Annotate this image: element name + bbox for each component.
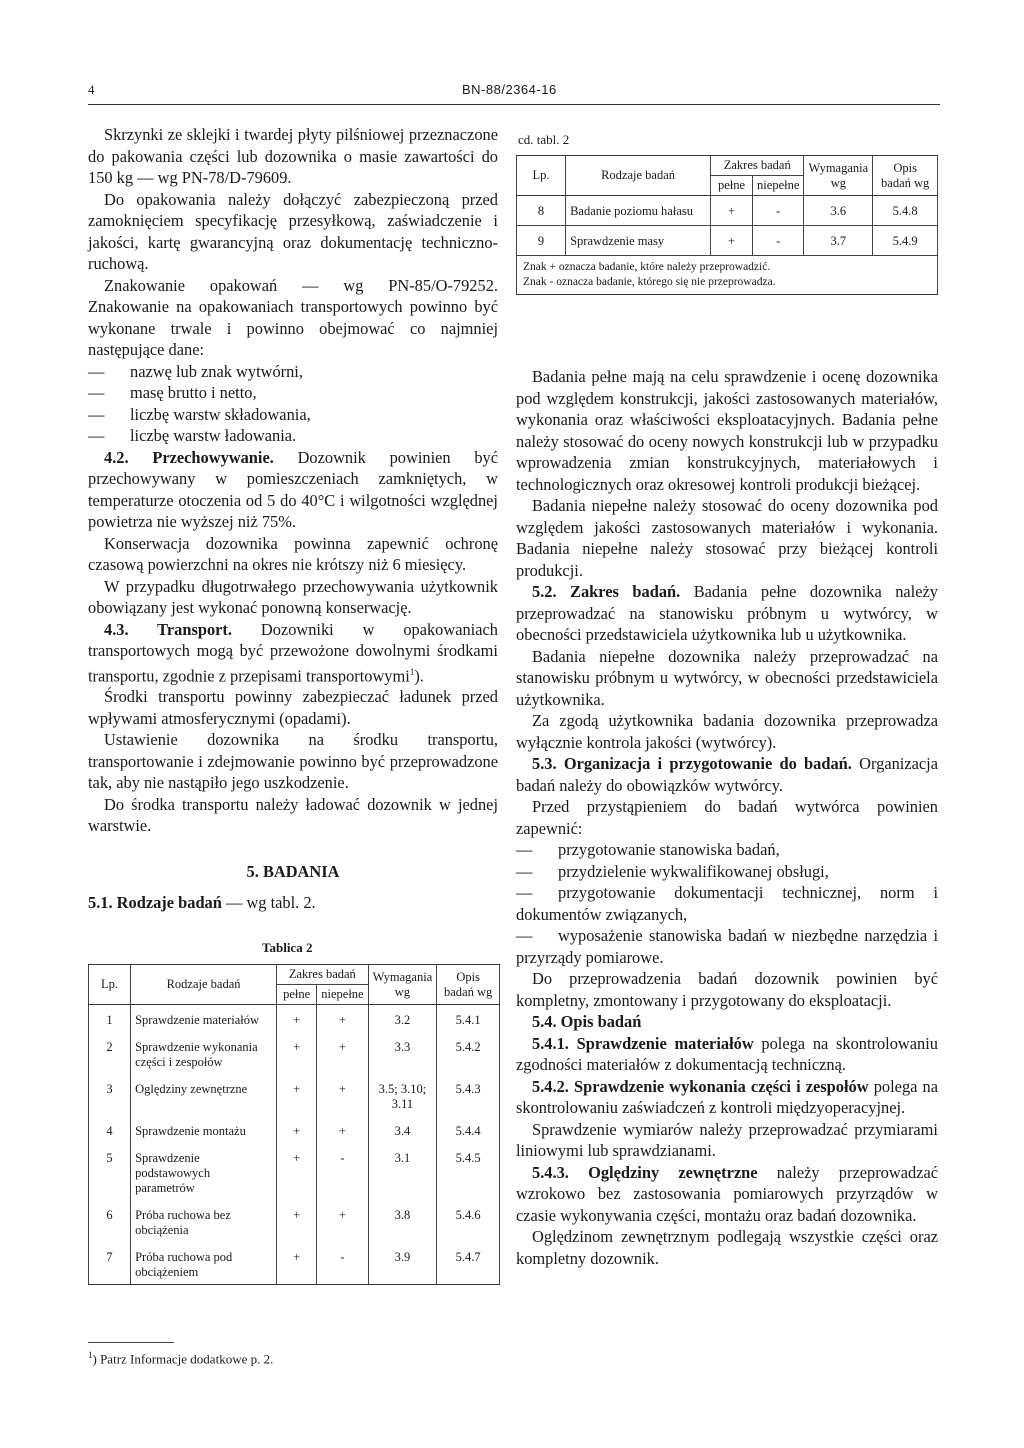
table-note: Znak - oznacza badanie, którego się nie przeprowadza. bbox=[523, 276, 776, 288]
paragraph: Ustawienie dozownika na środku transportu, transportowanie i zdejmowanie powinno być przeprowadzone tak, aby nie nastąpiło jego uszkodzenie. bbox=[88, 730, 498, 793]
paragraph: W przypadku długotrwałego przechowywania użytkownik obowiązany jest wykonać ponowną konserwację. bbox=[88, 576, 498, 617]
footnote-divider bbox=[88, 1342, 174, 1343]
table-row: 2 Sprawdzenie wykonania części i zespołów + + 3.3 5.4.2 bbox=[89, 1032, 500, 1074]
header-rodzaje: Rodzaje badań bbox=[566, 156, 711, 196]
list-item: — masę brutto i netto, bbox=[88, 383, 257, 402]
section-title: 5. BADANIA bbox=[246, 861, 340, 881]
list-item: — liczbę warstw składowania, bbox=[88, 404, 311, 424]
section-heading: 4.3. Transport. bbox=[104, 619, 232, 639]
table-row: 3 Oględziny zewnętrzne + + 3.5; 3.10; 3.11 5.4.3 bbox=[89, 1074, 500, 1116]
page-header bbox=[88, 82, 940, 105]
paragraph: Badania pełne mają na celu sprawdzenie i ocenę dozownika pod względem konstrukcji, jakości zastosowanych materiałów, wykonania oraz właściwości eksploatacyjnych. Badania pełne należy stosować do oceny nowych konstrukcji lub w przypadku wprowadzenia zmian konstrukcyjnych, materiałowych i technologicznych oraz okresowej kontroli produkcji bieżącej. bbox=[516, 367, 938, 494]
list-item: — liczbę warstw ładowania. bbox=[88, 426, 297, 445]
table-row: 6 Próba ruchowa bez obciążenia + + 3.8 5.4.6 bbox=[89, 1200, 500, 1242]
table-2 bbox=[88, 964, 500, 1285]
header-niepelne: niepełne bbox=[753, 176, 804, 196]
table-row: 5 Sprawdzenie podstawowych parametrów + - 3.1 5.4.5 bbox=[89, 1143, 500, 1200]
header-zakres: Zakres badań bbox=[711, 156, 804, 176]
header-lp: Lp. bbox=[517, 156, 566, 196]
section-heading: 5.2. Zakres badań. bbox=[532, 582, 681, 601]
right-column bbox=[516, 366, 938, 1269]
table-note: Znak + oznacza badanie, które należy przeprowadzić. bbox=[523, 261, 771, 273]
header-niepelne: niepełne bbox=[317, 985, 368, 1005]
paragraph: Konserwacja dozownika powinna zapewnić ochronę czasową powierzchni na okres nie krótszy niż 6 miesięcy. bbox=[88, 533, 498, 574]
footnote: $^1$) Patrz Informacje dodatkowe p. 2. bbox=[88, 1350, 274, 1367]
page-number: 4 bbox=[88, 82, 95, 97]
table-row: 1 Sprawdzenie materiałów + + 3.2 5.4.1 bbox=[89, 1005, 500, 1033]
header-pelne: pełne bbox=[277, 985, 317, 1005]
section-heading: 5.1. Rodzaje badań bbox=[88, 893, 222, 913]
paragraph: Skrzynki ze sklejki i twardej płyty pilśniowej przeznaczone do pakowania części lub dozownika o masie zawartości do 150 kg — wg PN-78/D-79609. bbox=[88, 125, 498, 187]
header-opis: Opis badań wg bbox=[873, 156, 938, 196]
header-zakres: Zakres badań bbox=[277, 965, 369, 985]
paragraph: Sprawdzenie wymiarów należy przeprowadzać przymiarami liniowymi lub sprawdzianami. bbox=[516, 1119, 938, 1160]
list-item: — przygotowanie stanowiska badań, bbox=[516, 840, 780, 859]
section-5-4-3: 5.4.3. Oględziny zewnętrzne należy przeprowadzać wzrokowo bez zastosowania pomiarowych przyrządów w czasie wykonywania części, montażu oraz badań dozownika. bbox=[516, 1162, 938, 1225]
section-heading: 5.4.2. Sprawdzenie wykonania części i zespołów bbox=[532, 1076, 869, 1096]
section-heading: 5.4.1. Sprawdzenie materiałów bbox=[532, 1033, 754, 1053]
paragraph: Do przeprowadzenia badań dozownik powinien być kompletny, zmontowany i przygotowany do eksploatacji. bbox=[516, 969, 938, 1010]
section-heading: 4.2. Przechowywanie. bbox=[104, 447, 274, 467]
document-code: BN-88/2364-16 bbox=[462, 82, 557, 97]
paragraph: Środki transportu powinny zabezpieczać ładunek przed wpływami atmosferycznymi (opadami). bbox=[88, 687, 498, 728]
paragraph: Badania niepełne dozownika należy przeprowadzać na stanowisku próbnym u wytwórcy, w obecności przedstawiciela użytkownika. bbox=[516, 646, 938, 709]
paragraph: Oględzinom zewnętrznym podlegają wszystkie części oraz kompletny dozownik. bbox=[516, 1227, 938, 1268]
table-2-continued bbox=[516, 155, 938, 295]
list-item: — przygotowanie dokumentacji technicznej, norm i dokumentów związanych, bbox=[516, 883, 938, 924]
table-row: 8 Badanie poziomu hałasu + - 3.6 5.4.8 bbox=[517, 196, 938, 226]
list-item: — wyposażenie stanowiska badań w niezbędne narzędzia i przyrządy pomiarowe. bbox=[516, 926, 938, 967]
list-item: — przydzielenie wykwalifikowanej obsługi, bbox=[516, 861, 829, 881]
header-opis: Opis badań wg bbox=[437, 965, 500, 1005]
table-row: 7 Próba ruchowa pod obciążeniem + - 3.9 5.4.7 bbox=[89, 1242, 500, 1285]
table-title: Tablica 2 bbox=[262, 940, 313, 955]
paragraph: Do środka transportu należy ładować dozownik w jednej warstwie. bbox=[88, 794, 498, 836]
table-continuation-label: cd. tabl. 2 bbox=[518, 132, 570, 147]
paragraph: Do opakowania należy dołączyć zabezpieczoną przed zamoknięciem specyfikację przesyłkową, zaświadczenie i jakości, kartę gwarancyjną oraz dokumentację techniczno-ruchową. bbox=[88, 189, 498, 273]
footnote-ref: 1 bbox=[409, 666, 415, 677]
section-5-4-2: 5.4.2. Sprawdzenie wykonania części i zespołów polega na skontrolowaniu zaświadczeń z kontroli międzyoperacyjnej. bbox=[516, 1076, 939, 1117]
section-5-2: 5.2. Zakres badań. Badania pełne dozownika należy przeprowadzać na stanowisku próbnym u wytwórcy, w obecności przedstawiciela użytkownika lub u użytkownika. bbox=[516, 582, 938, 644]
header-wymagania: Wymagania wg bbox=[804, 156, 873, 196]
paragraph: Za zgodą użytkownika badania dozownika przeprowadza wyłącznie kontrola jakości (wytwórcy). bbox=[516, 711, 938, 752]
section-5-4-1: 5.4.1. Sprawdzenie materiałów polega na skontrolowaniu zgodności materiałów z dokumentacją techniczną. bbox=[516, 1033, 938, 1074]
table-notes bbox=[517, 256, 938, 295]
header-lp: Lp. bbox=[89, 965, 131, 1005]
header-pelne: pełne bbox=[711, 176, 753, 196]
section-heading: 5.4. Opis badań bbox=[532, 1012, 642, 1031]
section-4-3: 4.3. Transport. Dozowniki w opakowaniach transportowych mogą być przewożone dowolnymi środkami transportu, zgodnie z przepisami transportowymi$^1$). bbox=[88, 619, 498, 685]
section-heading: 5.3. Organizacja i przygotowanie do badań. bbox=[532, 754, 852, 773]
paragraph: Badania niepełne należy stosować do oceny dozownika pod względem jakości zastosowanych materiałów i wykonania. Badania niepełne należy stosować przy bieżącej kontroli produkcji. bbox=[516, 496, 938, 580]
left-column bbox=[88, 124, 498, 914]
paragraph: Znakowanie opakowań — wg PN-85/O-79252. Znakowanie na opakowaniach transportowych powinno być wykonane trwale i powinno obejmować co najmniej następujące dane: bbox=[88, 275, 498, 359]
table-row: 9 Sprawdzenie masy + - 3.7 5.4.9 bbox=[517, 226, 938, 256]
section-5-1: 5.1. Rodzaje badań — wg tabl. 2. bbox=[88, 893, 316, 913]
section-5-3: 5.3. Organizacja i przygotowanie do badań. Organizacja badań należy do obowiązków wytwórcy. bbox=[516, 754, 938, 795]
paragraph: Przed przystąpieniem do badań wytwórca powinien zapewnić: bbox=[516, 797, 938, 838]
header-wymagania: Wymagania wg bbox=[368, 965, 437, 1005]
section-4-2: 4.2. Przechowywanie. Dozownik powinien być przechowywany w pomieszczeniach zamkniętych, w temperaturze otoczenia od 5 do 40°C i wilgotności względnej powietrza nie wyższej niż 75%. bbox=[88, 447, 498, 531]
section-heading: 5.4.3. Oględziny zewnętrzne bbox=[532, 1162, 758, 1182]
table-row: 4 Sprawdzenie montażu + + 3.4 5.4.4 bbox=[89, 1116, 500, 1143]
list-item: — nazwę lub znak wytwórni, bbox=[88, 361, 303, 381]
header-rodzaje: Rodzaje badań bbox=[131, 965, 277, 1005]
